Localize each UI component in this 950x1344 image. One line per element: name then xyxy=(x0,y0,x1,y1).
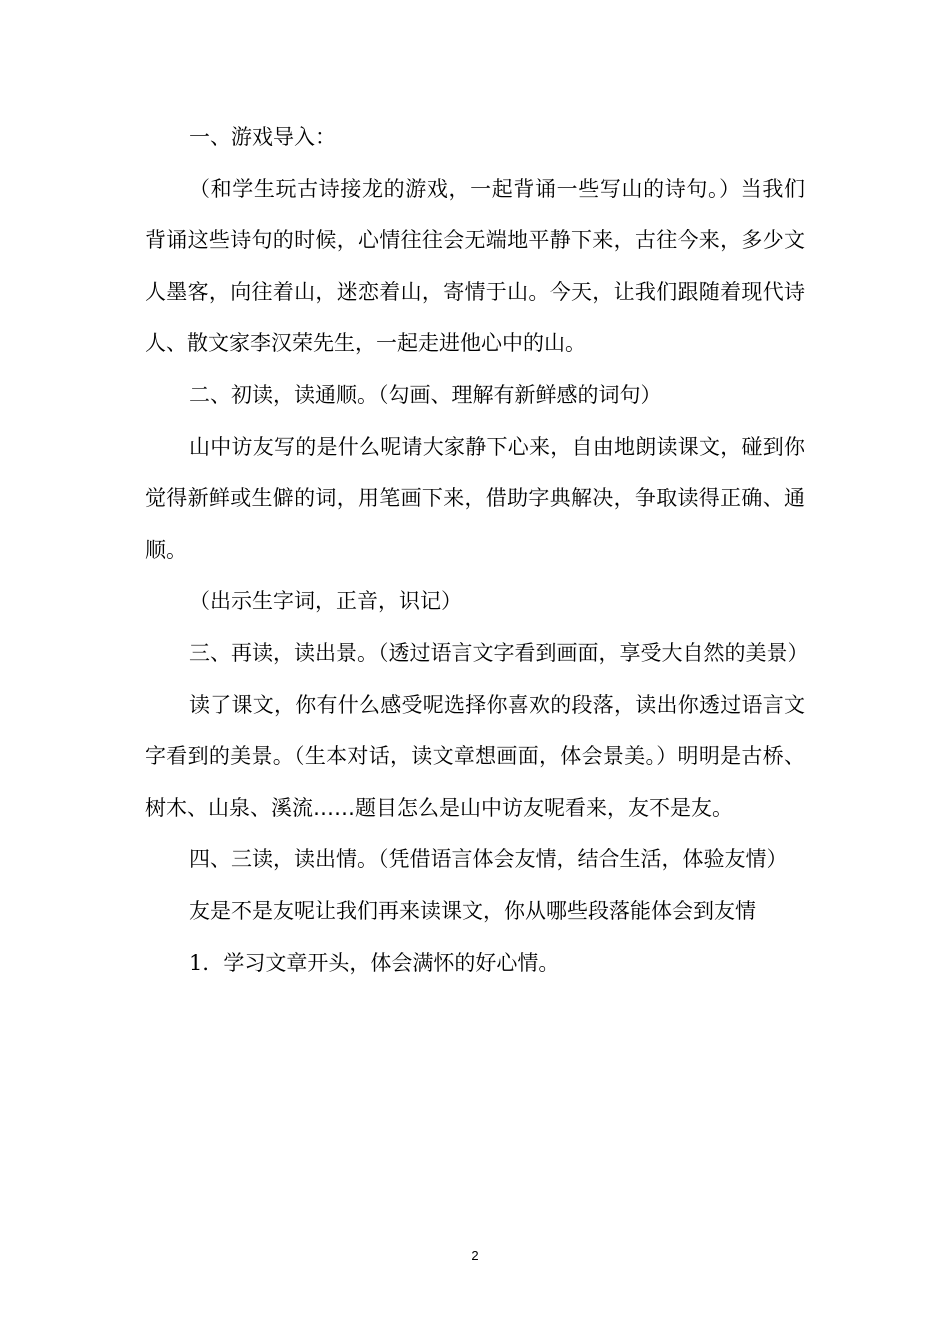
section-heading-third-reading: 四、三读，读出情。（凭借语言体会友情，结合生活，体验友情） xyxy=(189,847,788,872)
document-body xyxy=(145,112,809,989)
paragraph-show-new-words: （出示生字词，正音，识记） xyxy=(189,589,462,614)
list-item-number: 1 xyxy=(189,950,203,975)
section-heading-first-reading: 二、初读，读通顺。（勾画、理解有新鲜感的词句） xyxy=(189,382,662,407)
paragraph-first-reading: 山中访友写的是什么呢请大家静下心来，自由地朗读课文，碰到你觉得新鲜或生僻的词，用笔画下来，借助字典解决，争取读得正确、通顺。 xyxy=(145,434,805,562)
paragraph-second-reading: 读了课文，你有什么感受呢选择你喜欢的段落，读出你透过语言文字看到的美景。（生本对话，读文章想画面，体会景美。）明明是古桥、树木、山泉、溪流……题目怎么是山中访友呢看来，友不是友。 xyxy=(145,692,805,820)
paragraph-third-reading: 友是不是友呢让我们再来读课文，你从哪些段落能体会到友情 xyxy=(189,898,756,923)
section-heading-second-reading: 三、再读，读出景。（透过语言文字看到画面，享受大自然的美景） xyxy=(189,640,809,665)
list-item-text: ．学习文章开头，体会满怀的好心情。 xyxy=(202,950,560,975)
section-heading-game-intro: 一、游戏导入： xyxy=(189,125,336,149)
list-item-1 xyxy=(145,938,805,990)
paragraph-game-description: （和学生玩古诗接龙的游戏，一起背诵一些写山的诗句。）当我们背诵这些诗句的时候，心情往往会无端地平静下来，古往今来，多少文人墨客，向往着山，迷恋着山，寄情于山。今天，让我们跟随着现代诗人、散文家李汉荣先生，一起走进他心中的山。 xyxy=(145,176,805,356)
page-number: 2 xyxy=(471,1248,479,1263)
